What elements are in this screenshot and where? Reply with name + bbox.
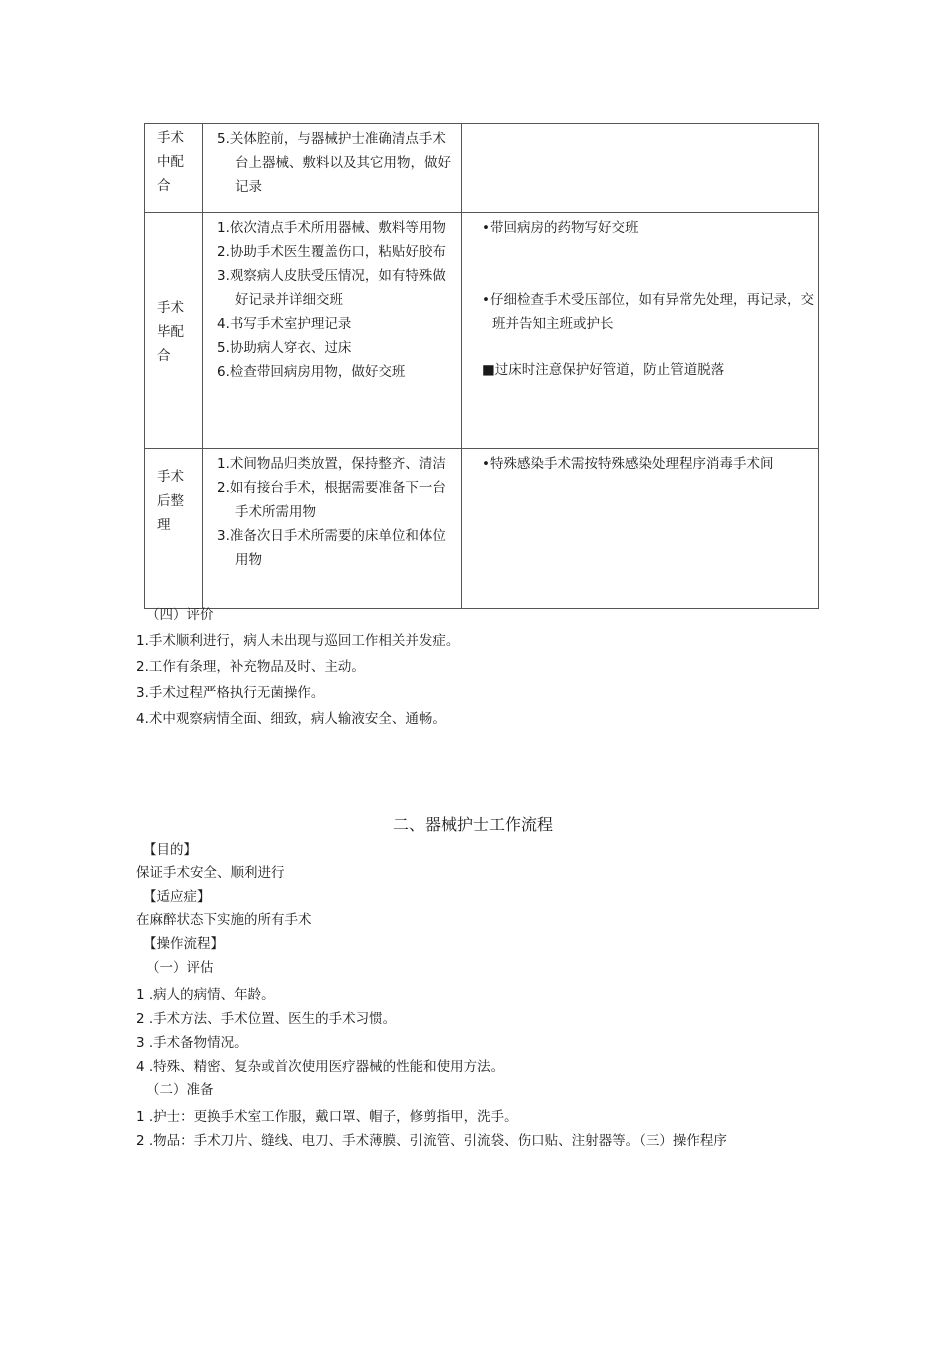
step-item: 3.准备次日手术所需要的床单位和体位用物 — [217, 528, 446, 568]
table-row — [145, 449, 819, 609]
step-item: 2.协助手术医生覆盖伤口，粘贴好胶布 — [217, 244, 446, 260]
table-row — [145, 124, 819, 213]
step-item: 5.协助病人穿衣、过床 — [217, 340, 352, 356]
evaluation-item: 1.手术顺利进行，病人未出现与巡回工作相关并发症。 — [136, 633, 460, 649]
note-item: ■过床时注意保护好管道，防止管道脱落 — [482, 362, 725, 378]
prep-item: 1 .护士：更换手术室工作服，戴口罩、帽子，修剪指甲，洗手。 — [136, 1109, 518, 1125]
note-item: •特殊感染手术需按特殊感染处理程序消毒手术间 — [482, 456, 774, 472]
note-item: •带回病房的药物写好交班 — [482, 220, 639, 236]
stage-cell — [145, 124, 203, 213]
notes-cell — [462, 124, 819, 213]
section-title: 二、器械护士工作流程 — [393, 815, 554, 834]
evaluation-item: 2.工作有条理，补充物品及时、主动。 — [136, 659, 365, 675]
notes-cell — [462, 449, 819, 609]
procedure-table — [144, 123, 819, 609]
procedure-label: 【操作流程】 — [143, 936, 224, 952]
purpose-label: 【目的】 — [143, 842, 197, 858]
notes-cell — [462, 213, 819, 449]
prep-heading: （二）准备 — [146, 1082, 214, 1098]
steps-cell — [203, 449, 462, 609]
stage-label: 手术毕配合 — [157, 299, 184, 364]
stage-label: 手术中配合 — [157, 130, 184, 194]
indication-label: 【适应症】 — [143, 889, 211, 905]
assess-heading: （一）评估 — [146, 960, 214, 976]
step-item: 6.检查带回病房用物，做好交班 — [217, 364, 406, 380]
stage-cell — [145, 449, 203, 609]
note-item: •仔细检查手术受压部位，如有异常先处理，再记录，交班并告知主班或护长 — [482, 292, 814, 332]
steps-cell — [203, 213, 462, 449]
evaluation-item: 4.术中观察病情全面、细致，病人输液安全、通畅。 — [136, 711, 446, 727]
evaluation-heading: （四）评价 — [146, 607, 214, 623]
stage-label: 手术后整理 — [157, 469, 184, 533]
step-item: 2.如有接台手术，根据需要准备下一台手术所需用物 — [217, 480, 446, 520]
step-item: 3.观察病人皮肤受压情况，如有特殊做好记录并详细交班 — [217, 268, 446, 308]
assess-item: 4 .特殊、精密、复杂或首次使用医疗器械的性能和使用方法。 — [136, 1059, 505, 1075]
assess-item: 2 .手术方法、手术位置、医生的手术习惯。 — [136, 1011, 397, 1027]
assess-item: 3 .手术备物情况。 — [136, 1035, 248, 1051]
step-item: 5.关体腔前，与器械护士准确清点手术台上器械、敷料以及其它用物，做好记录 — [217, 131, 451, 195]
step-item: 1.术间物品归类放置，保持整齐、清洁 — [217, 456, 446, 472]
purpose-text: 保证手术安全、顺利进行 — [136, 865, 285, 881]
indication-text: 在麻醉状态下实施的所有手术 — [136, 912, 312, 928]
prep-item: 2 .物品：手术刀片、缝线、电刀、手术薄膜、引流管、引流袋、伤口贴、注射器等。（三）操作程序 — [136, 1133, 727, 1149]
step-item: 1.依次清点手术所用器械、敷料等用物 — [217, 220, 446, 236]
assess-item: 1 .病人的病情、年龄。 — [136, 987, 275, 1003]
steps-cell — [203, 124, 462, 213]
table-row — [145, 213, 819, 449]
evaluation-item: 3.手术过程严格执行无菌操作。 — [136, 685, 325, 701]
step-item: 4.书写手术室护理记录 — [217, 316, 352, 332]
stage-cell — [145, 213, 203, 449]
